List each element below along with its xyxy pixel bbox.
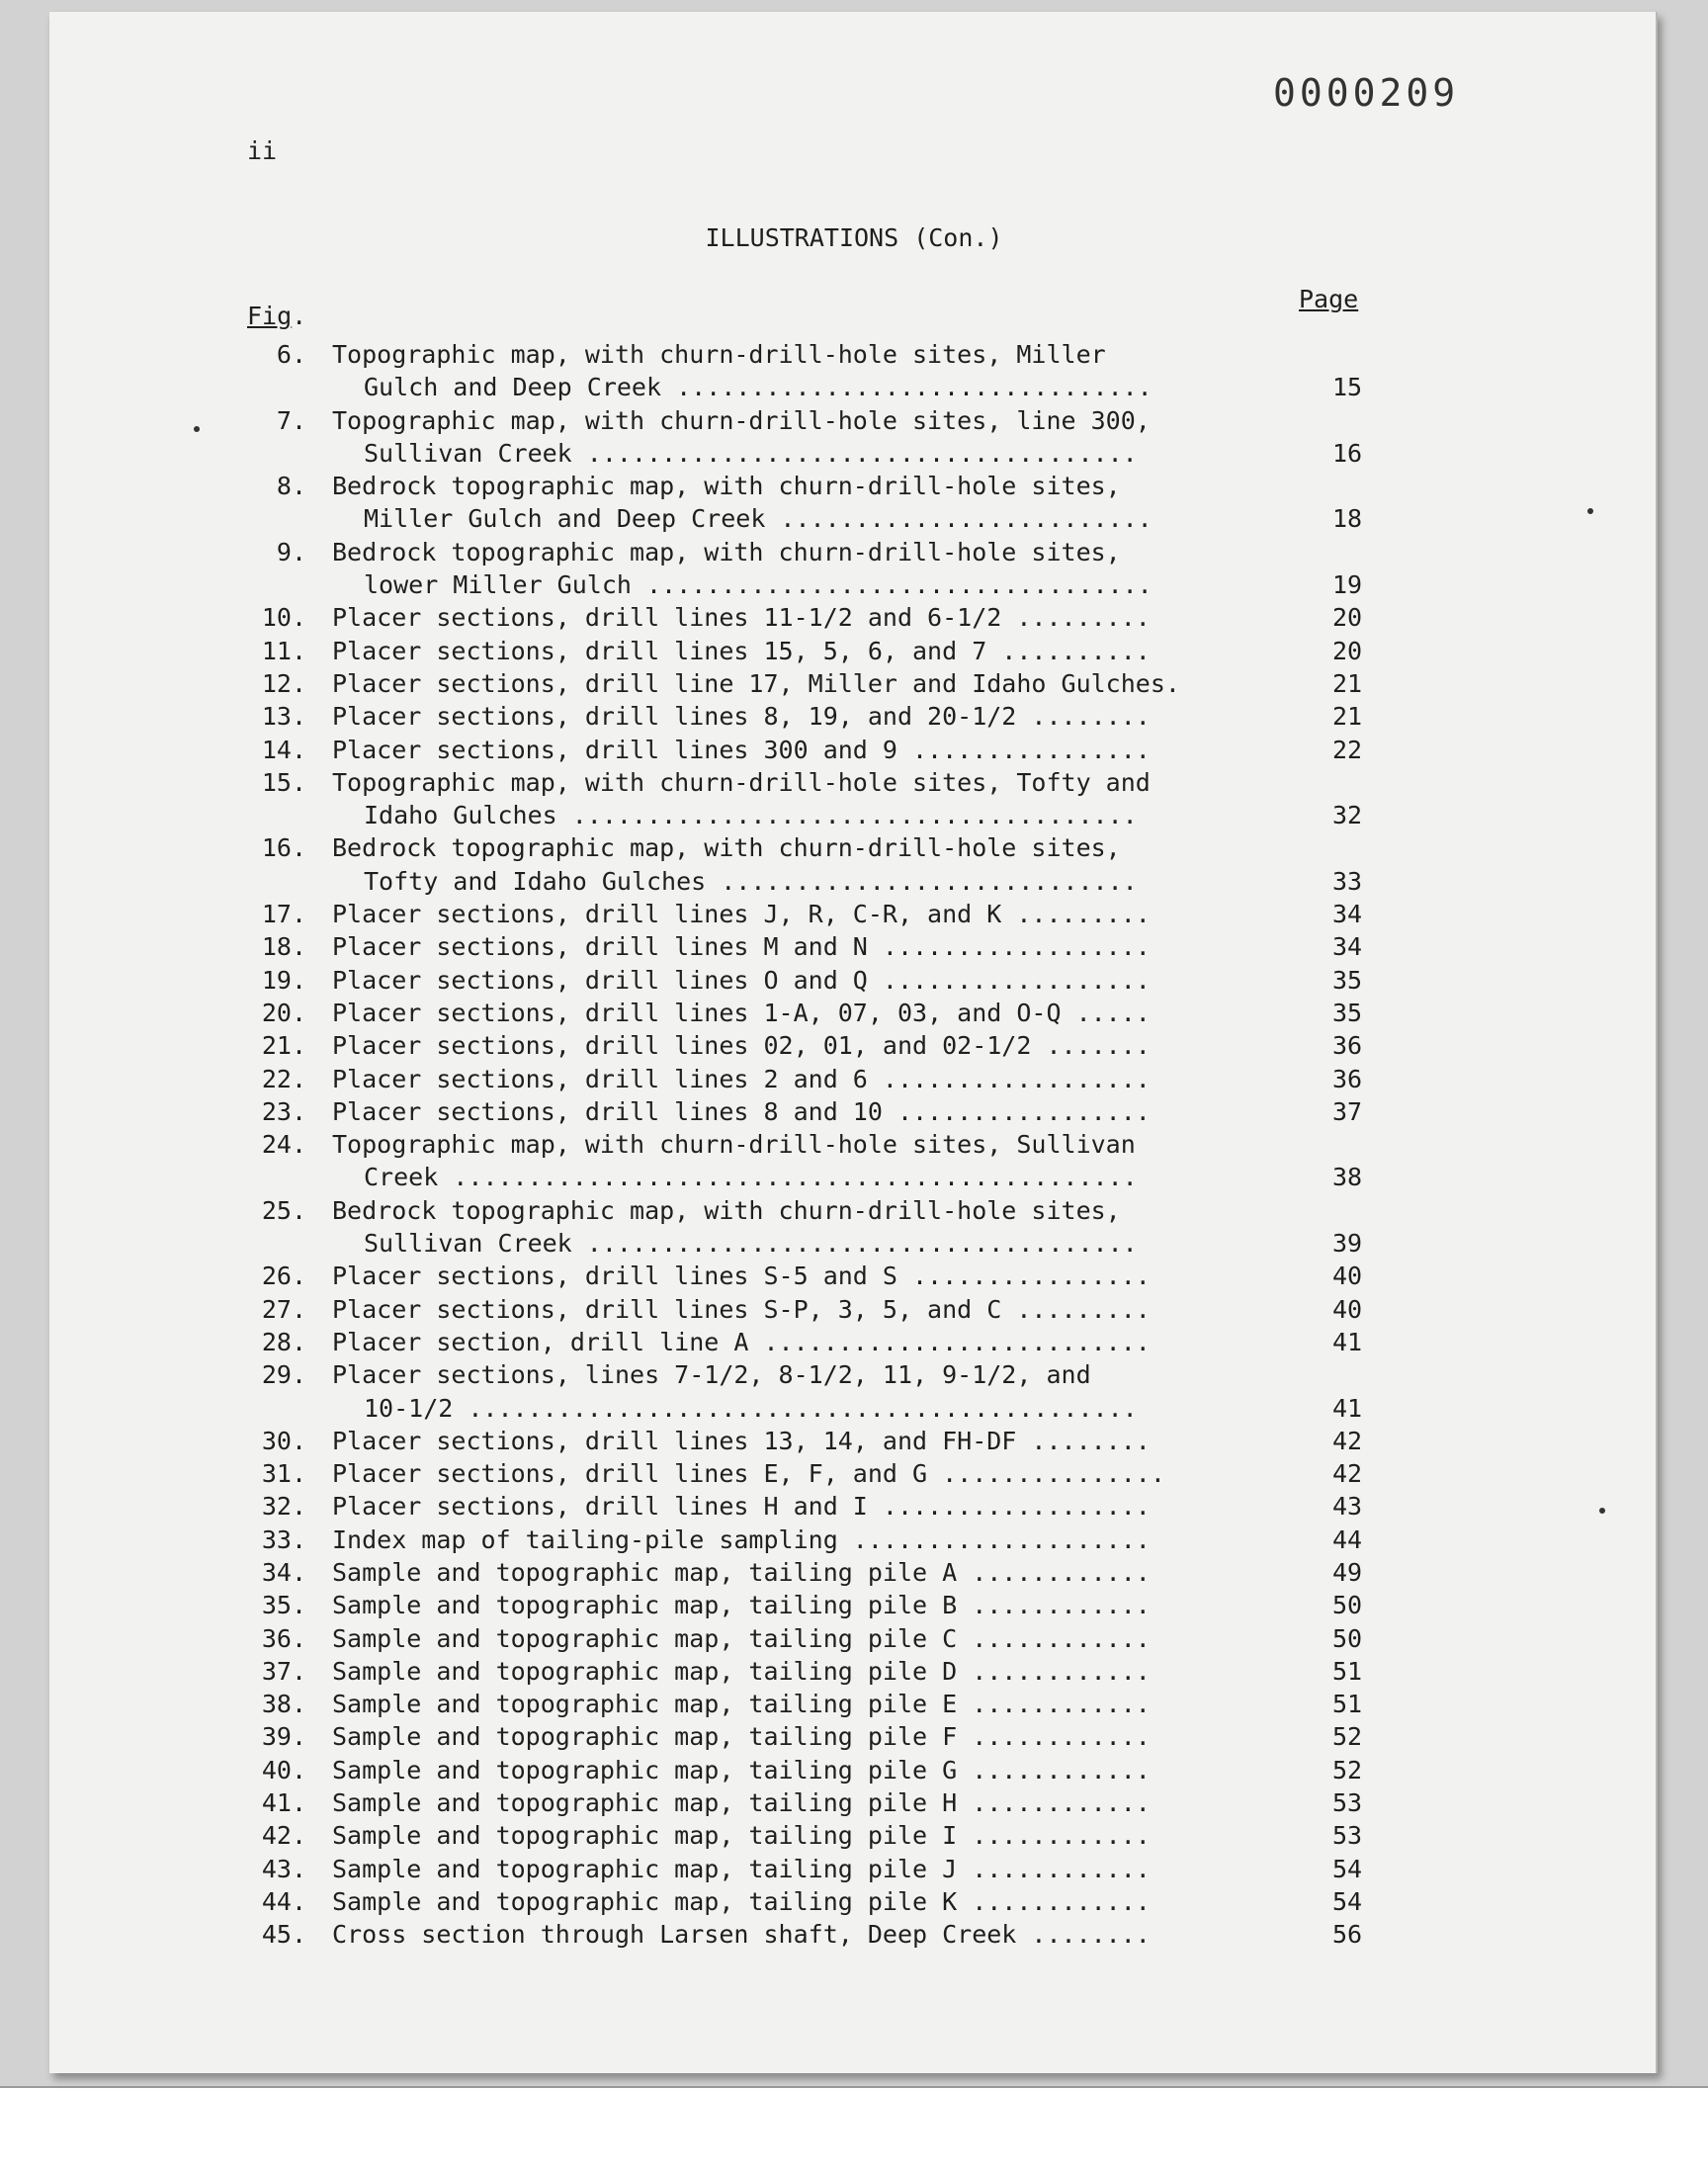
figure-number: 28. — [261, 1327, 306, 1356]
list-item — [247, 930, 1384, 963]
list-item — [247, 1293, 1384, 1326]
list-item — [247, 1194, 1384, 1261]
figure-caption: Sample and topographic map, tailing pile H ............ — [332, 1788, 1151, 1818]
figure-number: 39. — [261, 1722, 306, 1752]
figure-caption: Placer sections, drill line 17, Miller and Idaho Gulches. — [332, 668, 1180, 698]
figure-number: 18. — [261, 932, 306, 962]
list-item — [247, 601, 1384, 634]
page-reference: 49 — [1331, 1557, 1363, 1587]
page-reference: 50 — [1331, 1623, 1363, 1653]
list-item — [247, 1425, 1384, 1457]
figure-caption: Sample and topographic map, tailing pile F ............ — [332, 1722, 1151, 1752]
page-reference: 50 — [1331, 1591, 1363, 1620]
figure-number: 21. — [261, 1031, 306, 1061]
page-reference: 42 — [1331, 1459, 1363, 1489]
list-item — [247, 667, 1384, 700]
figure-caption: Topographic map, with churn-drill-hole sites, Tofty and — [332, 767, 1151, 797]
page-reference: 52 — [1331, 1722, 1363, 1752]
figure-caption: Cross section through Larsen shaft, Deep Creek ........ — [332, 1920, 1151, 1950]
figure-number: 7. — [276, 405, 306, 435]
page-reference: 21 — [1331, 702, 1363, 732]
scan-speck — [1599, 1508, 1605, 1514]
list-item — [247, 1556, 1384, 1589]
page-reference: 18 — [1331, 504, 1363, 534]
figure-number: 22. — [261, 1064, 306, 1093]
figure-caption: Placer sections, drill lines 15, 5, 6, and 7 .......... — [332, 636, 1151, 665]
figure-caption: Sample and topographic map, tailing pile J ............ — [332, 1854, 1151, 1883]
page-reference: 44 — [1331, 1524, 1363, 1554]
illustrations-list — [247, 338, 1384, 1952]
document-number: 0000209 — [1273, 71, 1460, 115]
figure-number: 12. — [261, 668, 306, 698]
scan-speck — [194, 426, 200, 432]
page-reference: 33 — [1331, 866, 1363, 896]
list-item — [247, 1095, 1384, 1128]
figure-caption: Bedrock topographic map, with churn-drill-hole sites, — [332, 1195, 1121, 1225]
figure-caption-continued: Sullivan Creek ..................................... — [364, 438, 1138, 468]
page-reference: 51 — [1331, 1656, 1363, 1686]
figure-number: 43. — [261, 1854, 306, 1883]
list-item — [247, 1688, 1384, 1720]
page-reference: 36 — [1331, 1064, 1363, 1093]
list-item — [247, 1524, 1384, 1556]
list-item — [247, 1358, 1384, 1425]
figure-caption: Topographic map, with churn-drill-hole sites, Miller — [332, 340, 1106, 369]
figure-caption: Topographic map, with churn-drill-hole sites, line 300, — [332, 405, 1151, 435]
page-reference: 34 — [1331, 900, 1363, 929]
page-reference: 21 — [1331, 668, 1363, 698]
page-reference: 53 — [1331, 1821, 1363, 1851]
figure-number: 13. — [261, 702, 306, 732]
page-reference: 16 — [1331, 438, 1363, 468]
page-reference: 22 — [1331, 735, 1363, 764]
figure-caption: Sample and topographic map, tailing pile K ............ — [332, 1886, 1151, 1916]
figure-caption: Placer section, drill line A .......................... — [332, 1327, 1151, 1356]
page-reference: 56 — [1331, 1920, 1363, 1950]
page-reference: 35 — [1331, 998, 1363, 1027]
figure-caption: Placer sections, drill lines 8, 19, and 20-1/2 ........ — [332, 702, 1151, 732]
figure-number: 25. — [261, 1195, 306, 1225]
figure-number: 41. — [261, 1788, 306, 1818]
list-item — [247, 635, 1384, 667]
figure-number: 8. — [276, 472, 306, 501]
scan-speck — [1587, 508, 1593, 514]
page-reference: 40 — [1331, 1294, 1363, 1324]
figure-number: 27. — [261, 1294, 306, 1324]
figure-number: 35. — [261, 1591, 306, 1620]
figure-caption: Placer sections, drill lines 300 and 9 ................ — [332, 735, 1151, 764]
figure-caption: Placer sections, drill lines 1-A, 07, 03, and O-Q ..... — [332, 998, 1151, 1027]
page-reference: 32 — [1331, 801, 1363, 830]
list-item — [247, 700, 1384, 733]
figure-caption-continued: 10-1/2 ............................................. — [364, 1393, 1138, 1423]
page-reference: 15 — [1331, 373, 1363, 402]
figure-caption-continued: lower Miller Gulch .................................. — [364, 570, 1153, 600]
scan-margin — [0, 2086, 1708, 2177]
figure-number: 44. — [261, 1886, 306, 1916]
figure-caption: Placer sections, drill lines 8 and 10 ................. — [332, 1096, 1151, 1126]
figure-caption: Topographic map, with churn-drill-hole sites, Sullivan — [332, 1130, 1136, 1160]
page-reference: 36 — [1331, 1031, 1363, 1061]
figure-caption: Sample and topographic map, tailing pile C ............ — [332, 1623, 1151, 1653]
figure-caption-continued: Gulch and Deep Creek ................................ — [364, 373, 1153, 402]
figure-number: 45. — [261, 1920, 306, 1950]
figure-number: 31. — [261, 1459, 306, 1489]
list-item — [247, 1326, 1384, 1358]
page-reference: 34 — [1331, 932, 1363, 962]
list-item — [247, 1918, 1384, 1951]
list-item — [247, 1490, 1384, 1523]
figure-number: 36. — [261, 1623, 306, 1653]
page-reference: 20 — [1331, 636, 1363, 665]
page-column-header: Page — [1299, 285, 1359, 313]
figure-number: 16. — [261, 833, 306, 863]
list-item — [247, 1754, 1384, 1786]
page-reference: 53 — [1331, 1788, 1363, 1818]
figure-number: 6. — [276, 340, 306, 369]
list-item — [247, 1885, 1384, 1918]
list-item — [247, 1853, 1384, 1885]
figure-caption: Bedrock topographic map, with churn-drill-hole sites, — [332, 833, 1121, 863]
page-reference: 38 — [1331, 1163, 1363, 1192]
figure-caption: Placer sections, drill lines M and N .................. — [332, 932, 1151, 962]
list-item — [247, 470, 1384, 536]
page-reference: 37 — [1331, 1096, 1363, 1126]
figure-caption: Placer sections, drill lines E, F, and G ............... — [332, 1459, 1165, 1489]
page-reference: 52 — [1331, 1755, 1363, 1785]
page-reference: 43 — [1331, 1492, 1363, 1522]
list-item — [247, 1622, 1384, 1655]
list-item — [247, 766, 1384, 832]
fig-column-header: Fig. — [247, 302, 307, 330]
figure-number: 14. — [261, 735, 306, 764]
list-item — [247, 1063, 1384, 1095]
figure-caption: Placer sections, drill lines 2 and 6 .................. — [332, 1064, 1151, 1093]
figure-caption: Placer sections, drill lines O and Q .................. — [332, 965, 1151, 995]
figure-caption: Placer sections, drill lines 13, 14, and FH-DF ........ — [332, 1426, 1151, 1455]
figure-caption: Placer sections, drill lines 11-1/2 and 6-1/2 ......... — [332, 603, 1151, 633]
figure-number: 19. — [261, 965, 306, 995]
fig-label: Fig — [247, 302, 293, 330]
figure-number: 26. — [261, 1262, 306, 1291]
figure-number: 32. — [261, 1492, 306, 1522]
figure-number: 11. — [261, 636, 306, 665]
list-item — [247, 1786, 1384, 1819]
figure-caption: Bedrock topographic map, with churn-drill-hole sites, — [332, 537, 1121, 566]
figure-caption-continued: Tofty and Idaho Gulches ............................ — [364, 866, 1138, 896]
figure-number: 42. — [261, 1821, 306, 1851]
figure-caption: Index map of tailing-pile sampling .................... — [332, 1524, 1151, 1554]
page-reference: 20 — [1331, 603, 1363, 633]
figure-number: 40. — [261, 1755, 306, 1785]
page-reference: 19 — [1331, 570, 1363, 600]
page-reference: 35 — [1331, 965, 1363, 995]
figure-number: 20. — [261, 998, 306, 1027]
figure-caption: Sample and topographic map, tailing pile G ............ — [332, 1755, 1151, 1785]
page-reference: 41 — [1331, 1393, 1363, 1423]
list-item — [247, 1128, 1384, 1194]
list-item — [247, 338, 1384, 404]
figure-caption: Sample and topographic map, tailing pile I ............ — [332, 1821, 1151, 1851]
figure-caption-continued: Idaho Gulches ...................................... — [364, 801, 1138, 830]
page-reference: 41 — [1331, 1327, 1363, 1356]
list-item — [247, 536, 1384, 602]
figure-caption-continued: Creek .............................................. — [364, 1163, 1138, 1192]
figure-number: 15. — [261, 767, 306, 797]
list-item — [247, 1819, 1384, 1852]
figure-number: 34. — [261, 1557, 306, 1587]
page-number: ii — [247, 136, 278, 165]
list-item — [247, 1589, 1384, 1621]
page-reference: 54 — [1331, 1886, 1363, 1916]
list-item — [247, 1260, 1384, 1292]
figure-caption: Sample and topographic map, tailing pile A ............ — [332, 1557, 1151, 1587]
list-item — [247, 734, 1384, 766]
list-item — [247, 1655, 1384, 1688]
figure-number: 37. — [261, 1656, 306, 1686]
figure-caption: Sample and topographic map, tailing pile B ............ — [332, 1591, 1151, 1620]
figure-number: 9. — [276, 537, 306, 566]
figure-number: 10. — [261, 603, 306, 633]
figure-caption-continued: Miller Gulch and Deep Creek ......................... — [364, 504, 1153, 534]
figure-caption: Sample and topographic map, tailing pile E ............ — [332, 1690, 1151, 1719]
list-item — [247, 1029, 1384, 1062]
figure-caption: Placer sections, drill lines S-5 and S ................ — [332, 1262, 1151, 1291]
figure-number: 30. — [261, 1426, 306, 1455]
list-item — [247, 964, 1384, 997]
figure-caption: Placer sections, drill lines S-P, 3, 5, and C ......... — [332, 1294, 1151, 1324]
figure-caption: Placer sections, drill lines H and I .................. — [332, 1492, 1151, 1522]
figure-number: 38. — [261, 1690, 306, 1719]
list-item — [247, 1457, 1384, 1490]
figure-number: 29. — [261, 1360, 306, 1390]
figure-caption: Placer sections, drill lines J, R, C-R, and K ......... — [332, 900, 1151, 929]
figure-number: 17. — [261, 900, 306, 929]
list-item — [247, 831, 1384, 898]
page-reference: 40 — [1331, 1262, 1363, 1291]
figure-caption: Bedrock topographic map, with churn-drill-hole sites, — [332, 472, 1121, 501]
figure-number: 33. — [261, 1524, 306, 1554]
figure-caption: Placer sections, drill lines 02, 01, and 02-1/2 ....... — [332, 1031, 1151, 1061]
page-reference: 39 — [1331, 1229, 1363, 1259]
page-reference: 42 — [1331, 1426, 1363, 1455]
page-title: ILLUSTRATIONS (Con.) — [705, 223, 1003, 252]
list-item — [247, 1720, 1384, 1753]
list-item — [247, 404, 1384, 471]
figure-number: 23. — [261, 1096, 306, 1126]
list-item — [247, 997, 1384, 1029]
figure-caption: Sample and topographic map, tailing pile D ............ — [332, 1656, 1151, 1686]
figure-number: 24. — [261, 1130, 306, 1160]
figure-caption-continued: Sullivan Creek ..................................... — [364, 1229, 1138, 1259]
list-item — [247, 898, 1384, 930]
page-reference: 51 — [1331, 1690, 1363, 1719]
figure-caption: Placer sections, lines 7-1/2, 8-1/2, 11, 9-1/2, and — [332, 1360, 1091, 1390]
page-reference: 54 — [1331, 1854, 1363, 1883]
